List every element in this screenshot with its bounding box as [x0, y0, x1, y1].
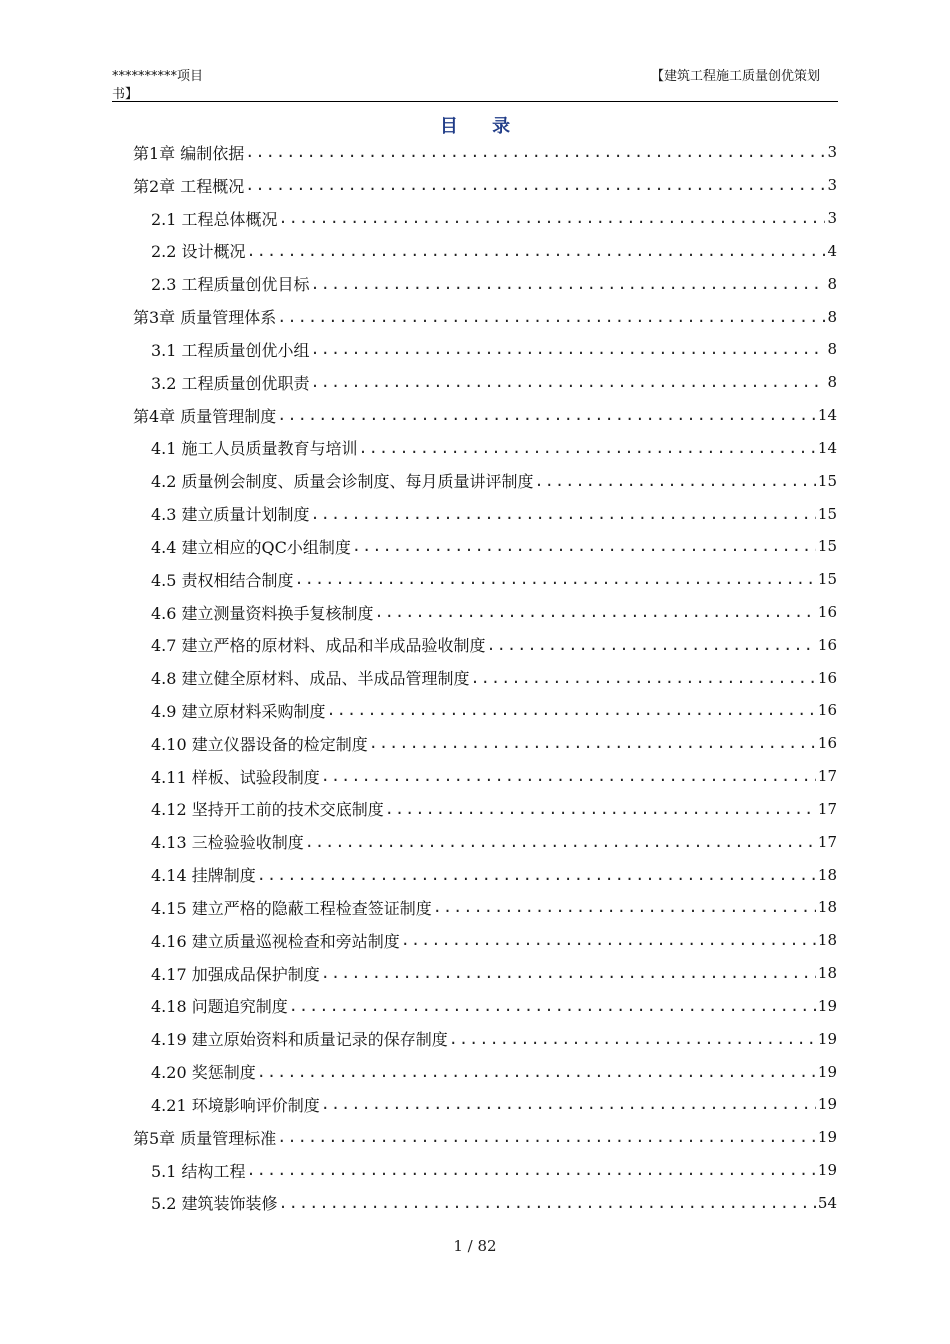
toc-entry-page: 18	[817, 865, 837, 884]
toc-entry[interactable]	[133, 760, 837, 793]
toc-dot-leader	[311, 340, 826, 358]
toc-dot-leader	[311, 505, 816, 523]
toc-entry-page: 8	[827, 373, 837, 392]
toc-dot-leader	[247, 1161, 816, 1179]
toc-entry-page: 19	[817, 1161, 837, 1180]
toc-dot-leader	[277, 308, 825, 326]
toc-entry-label: 4.7 建立严格的原材料、成品和半成品验收制度	[151, 633, 487, 656]
toc-entry-label: 4.19 建立原始资料和质量记录的保存制度	[151, 1027, 449, 1050]
toc-entry-page: 16	[817, 603, 837, 621]
toc-entry-label: 4.18 问题追究制度	[151, 994, 289, 1017]
toc-entry[interactable]	[133, 825, 837, 858]
toc-entry-page: 16	[817, 701, 837, 720]
toc-entry-label: 4.21 环境影响评价制度	[151, 1093, 321, 1116]
toc-entry-page: 8	[827, 340, 837, 359]
toc-entry[interactable]	[133, 596, 837, 629]
toc-entry-page: 8	[827, 307, 837, 326]
toc-entry-label: 4.20 奖惩制度	[151, 1060, 257, 1083]
toc-dot-leader	[471, 669, 816, 687]
toc-entry-label: 4.6 建立测量资料换手复核制度	[151, 601, 375, 624]
page-number: 1 / 82	[453, 1237, 497, 1255]
page-header	[112, 64, 838, 104]
toc-entry-label: 3.2 工程质量创优职责	[151, 371, 311, 394]
toc-entry-label: 4.17 加强成品保护制度	[151, 962, 321, 985]
toc-entry-page: 54	[817, 1193, 837, 1212]
toc-dot-leader	[327, 701, 816, 719]
toc-entry-label: 4.14 挂牌制度	[151, 863, 257, 886]
toc-dot-leader	[245, 176, 825, 194]
toc-entry-label: 第1章 编制依据	[133, 141, 245, 164]
toc-entry-label: 4.4 建立相应的QC小组制度	[151, 535, 352, 558]
toc-entry[interactable]	[133, 1187, 837, 1220]
toc-entry-label: 第5章 质量管理标准	[133, 1126, 277, 1149]
toc-entry[interactable]	[133, 530, 837, 563]
toc-entry-label: 4.2 质量例会制度、质量会诊制度、每月质量讲评制度	[151, 469, 535, 492]
toc-entry[interactable]	[133, 136, 837, 169]
toc-entry-label: 5.1 结构工程	[151, 1159, 247, 1182]
toc-entry[interactable]	[133, 1121, 837, 1154]
toc-dot-leader	[257, 1063, 816, 1081]
toc-dot-leader	[289, 997, 816, 1015]
toc-entry-label: 第4章 质量管理制度	[133, 404, 277, 427]
toc-entry[interactable]	[133, 1088, 837, 1121]
toc-entry[interactable]	[133, 1154, 837, 1187]
toc-entry-page: 14	[817, 406, 837, 425]
toc-entry-page: 15	[817, 471, 837, 490]
toc-dot-leader	[352, 537, 816, 555]
toc-dot-leader	[401, 931, 816, 949]
toc-dot-leader	[279, 1194, 816, 1212]
toc-entry-page: 14	[817, 438, 837, 457]
toc-entry-label: 4.1 施工人员质量教育与培训	[151, 436, 359, 459]
toc-dot-leader	[257, 866, 816, 884]
toc-entry-label: 4.16 建立质量巡视检查和旁站制度	[151, 929, 401, 952]
toc-entry[interactable]	[133, 858, 837, 891]
toc-entry-page: 15	[817, 504, 837, 523]
toc-entry[interactable]	[133, 793, 837, 826]
toc-entry-page: 15	[817, 570, 837, 589]
toc-entry[interactable]	[133, 464, 837, 497]
toc-entry[interactable]	[133, 333, 837, 366]
toc-dot-leader	[375, 603, 816, 621]
toc-entry-label: 2.1 工程总体概况	[151, 207, 279, 230]
toc-dot-leader	[321, 964, 816, 982]
toc-entry[interactable]	[133, 497, 837, 530]
toc-entry[interactable]	[133, 957, 837, 990]
toc-entry-label: 4.12 坚持开工前的技术交底制度	[151, 797, 385, 820]
toc-dot-leader	[277, 1128, 816, 1146]
toc-entry[interactable]	[133, 366, 837, 399]
toc-entry-page: 19	[817, 1029, 837, 1048]
toc-entry-page: 17	[817, 832, 837, 851]
toc-entry[interactable]	[133, 1055, 837, 1088]
toc-dot-leader	[449, 1030, 816, 1048]
toc-entry-page: 3	[827, 143, 837, 162]
toc-entry-label: 4.11 样板、试验段制度	[151, 765, 321, 788]
toc-entry-label: 4.5 责权相结合制度	[151, 568, 295, 591]
toc-dot-leader	[277, 406, 816, 424]
toc-entry[interactable]	[133, 202, 837, 235]
toc-entry-page: 16	[817, 668, 837, 687]
toc-dot-leader	[305, 833, 816, 851]
toc-entry-label: 2.2 设计概况	[151, 239, 247, 262]
toc-entry[interactable]	[133, 563, 837, 596]
toc-dot-leader	[321, 1095, 816, 1113]
table-of-contents	[133, 136, 837, 1219]
toc-entry-page: 18	[817, 931, 837, 950]
toc-entry-page: 3	[827, 176, 837, 195]
toc-entry-page: 18	[817, 964, 837, 983]
toc-entry[interactable]	[133, 234, 837, 267]
toc-entry[interactable]	[133, 431, 837, 464]
toc-dot-leader	[247, 242, 826, 260]
toc-entry-page: 19	[817, 1095, 837, 1114]
toc-dot-leader	[487, 636, 816, 654]
toc-entry[interactable]	[133, 169, 837, 202]
header-divider	[112, 101, 838, 102]
toc-dot-leader	[359, 439, 816, 457]
toc-entry-page: 3	[827, 209, 837, 228]
toc-entry[interactable]	[133, 990, 837, 1023]
toc-entry-page: 8	[827, 274, 837, 293]
toc-entry[interactable]	[133, 891, 837, 924]
toc-entry[interactable]	[133, 267, 837, 300]
toc-dot-leader	[385, 800, 816, 818]
toc-entry-label: 5.2 建筑装饰装修	[151, 1191, 279, 1214]
toc-entry-label: 4.15 建立严格的隐蔽工程检查签证制度	[151, 896, 433, 919]
toc-entry-page: 16	[817, 734, 837, 753]
toc-dot-leader	[433, 898, 816, 916]
toc-entry[interactable]	[133, 1022, 837, 1055]
toc-dot-leader	[311, 373, 826, 391]
toc-entry-page: 17	[817, 799, 837, 818]
toc-entry[interactable]	[133, 694, 837, 727]
toc-entry[interactable]	[133, 399, 837, 432]
toc-dot-leader	[295, 570, 816, 588]
toc-entry-page: 19	[817, 996, 837, 1015]
toc-entry[interactable]	[133, 924, 837, 957]
header-project-name: **********项目书】	[112, 69, 204, 102]
toc-entry-label: 3.1 工程质量创优小组	[151, 338, 311, 361]
toc-dot-leader	[245, 143, 825, 161]
header-document-title: 【建筑工程施工质量创优策划	[650, 69, 820, 84]
toc-entry-page: 4	[827, 241, 837, 260]
toc-entry-label: 4.8 建立健全原材料、成品、半成品管理制度	[151, 666, 471, 689]
toc-entry-page: 19	[817, 1062, 837, 1081]
toc-entry[interactable]	[133, 727, 837, 760]
toc-dot-leader	[369, 734, 816, 752]
toc-entry-label: 4.3 建立质量计划制度	[151, 502, 311, 525]
toc-entry-page: 17	[817, 767, 837, 786]
toc-dot-leader	[311, 275, 826, 293]
toc-entry-label: 第2章 工程概况	[133, 174, 245, 197]
toc-entry-label: 4.13 三检验验收制度	[151, 830, 305, 853]
toc-entry-label: 4.10 建立仪器设备的检定制度	[151, 732, 369, 755]
toc-entry[interactable]	[133, 661, 837, 694]
toc-dot-leader	[535, 472, 816, 490]
toc-entry[interactable]	[133, 628, 837, 661]
toc-entry-page: 18	[817, 898, 837, 917]
toc-entry-page: 19	[817, 1128, 837, 1147]
toc-title: 目 录	[439, 116, 525, 137]
toc-entry-label: 4.9 建立原材料采购制度	[151, 699, 327, 722]
toc-dot-leader	[279, 209, 826, 227]
toc-dot-leader	[321, 767, 816, 785]
toc-entry-page: 15	[817, 537, 837, 556]
toc-entry-label: 2.3 工程质量创优目标	[151, 272, 311, 295]
toc-entry[interactable]	[133, 300, 837, 333]
toc-entry-label: 第3章 质量管理体系	[133, 305, 277, 328]
toc-entry-page: 16	[817, 635, 837, 654]
